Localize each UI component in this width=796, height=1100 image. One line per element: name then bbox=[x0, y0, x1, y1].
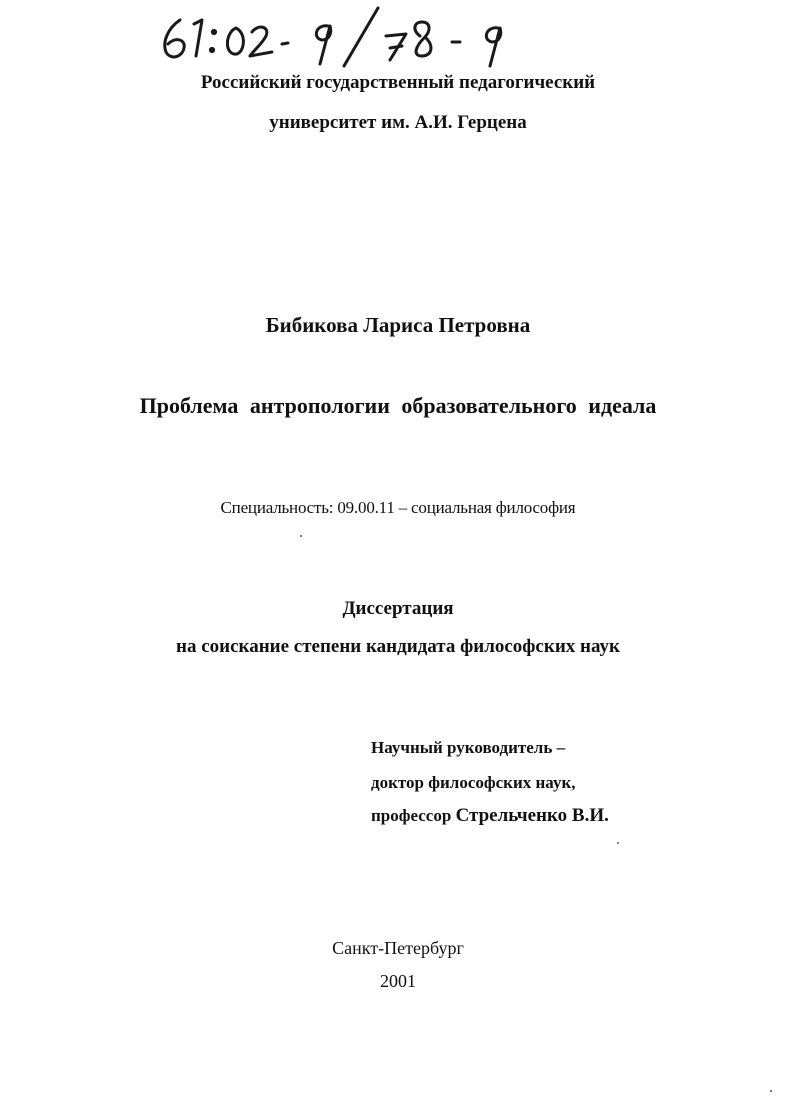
institution-line-2: университет им. А.И. Герцена bbox=[269, 112, 527, 133]
scan-speck bbox=[300, 535, 302, 537]
year: 2001 bbox=[380, 971, 416, 991]
supervisor-name: Стрельченко В.И. bbox=[455, 805, 609, 826]
handwritten-registry-number-graphic bbox=[150, 2, 540, 72]
dissertation-label: Диссертация bbox=[342, 598, 454, 619]
scan-speck bbox=[617, 842, 619, 844]
supervisor-name-line bbox=[371, 805, 609, 827]
supervisor-title: профессор bbox=[371, 806, 452, 825]
degree-line: на соискание степени кандидата философских наук bbox=[176, 636, 620, 657]
scan-speck bbox=[770, 1090, 772, 1092]
author-name: Бибикова Лариса Петровна bbox=[265, 313, 531, 337]
city: Санкт-Петербург bbox=[332, 938, 464, 958]
supervisor-role: Научный руководитель – bbox=[371, 738, 566, 757]
specialty-line: Специальность: 09.00.11 – социальная философия bbox=[220, 498, 576, 517]
supervisor-degree: доктор философских наук, bbox=[371, 773, 576, 792]
handwritten-registry-number bbox=[150, 2, 540, 72]
institution-line-1: Российский государственный педагогический bbox=[200, 72, 596, 93]
dissertation-title: Проблема антропологии образовательного идеала bbox=[139, 393, 657, 418]
